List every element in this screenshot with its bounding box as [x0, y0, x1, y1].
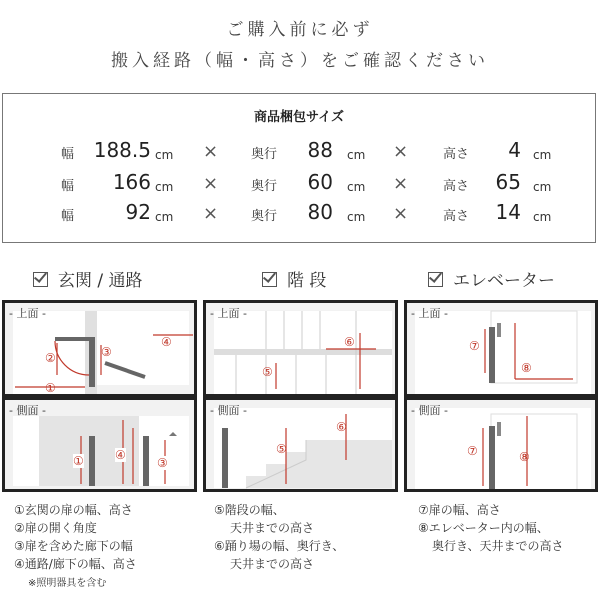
checkbox-icon: [262, 272, 277, 287]
width-label: 幅: [61, 147, 75, 162]
note-line: ⑦扉の幅、高さ: [418, 503, 501, 517]
size-row: [3, 198, 595, 224]
height-label: 高さ: [443, 209, 470, 224]
stairs-side-diagram: [203, 397, 398, 492]
route-label: エレベーター: [453, 271, 555, 291]
size-row: [3, 136, 595, 162]
marker-7: ⑦: [467, 444, 478, 458]
depth-value: 60: [307, 170, 333, 194]
checkbox-icon: [33, 272, 48, 287]
height-label: 高さ: [443, 179, 470, 194]
unit-label: cm: [533, 180, 552, 194]
package-size-box: [2, 93, 596, 243]
elevator-top-diagram: [404, 300, 598, 397]
checkbox-icon: [428, 272, 443, 287]
note-line: ①玄関の扉の幅、高さ: [14, 503, 133, 517]
marker-3: ③: [157, 456, 168, 470]
marker-3: ③: [101, 345, 112, 359]
note-line: 奥行き、天井までの高さ: [432, 539, 564, 553]
height-value: 14: [495, 200, 521, 224]
times-icon: ×: [203, 173, 219, 194]
marker-2: ②: [45, 351, 56, 365]
note-line: 天井までの高さ: [230, 557, 315, 571]
header-line-1: ご購入前に必ず: [226, 20, 374, 40]
unit-label: cm: [347, 210, 366, 224]
height-label: 高さ: [443, 147, 470, 162]
unit-label: cm: [533, 148, 552, 162]
entrance-side-diagram: [2, 397, 197, 492]
package-size-title: 商品梱包サイズ: [254, 110, 344, 125]
unit-label: cm: [155, 180, 174, 194]
route-check-elevator: [428, 266, 555, 291]
header-line-2: 搬入経路（幅・高さ）をご確認ください: [111, 51, 489, 71]
note-line: 天井までの高さ: [230, 521, 315, 535]
route-check-stairs: [262, 266, 326, 291]
note-line: ⑧エレベーター内の幅、: [418, 521, 549, 535]
panel-top-label: - 上面 -: [210, 307, 247, 320]
unit-label: cm: [155, 148, 174, 162]
unit-label: cm: [533, 210, 552, 224]
stairs-top-diagram: [203, 300, 398, 397]
times-icon: ×: [393, 203, 409, 224]
note-line: ②扉の開く角度: [14, 521, 97, 535]
note-line: ⑥踊り場の幅、奥行き、: [214, 539, 345, 553]
unit-label: cm: [155, 210, 174, 224]
marker-1: ①: [73, 454, 84, 468]
marker-6: ⑥: [344, 335, 355, 349]
marker-6: ⑥: [336, 420, 347, 434]
times-icon: ×: [203, 203, 219, 224]
marker-1: ①: [45, 381, 56, 395]
route-label: 玄関 / 通路: [58, 271, 143, 291]
times-icon: ×: [203, 141, 219, 162]
depth-value: 80: [307, 200, 333, 224]
width-value: 92: [125, 200, 151, 224]
panel-side-label: - 側面 -: [411, 404, 448, 417]
marker-4: ④: [161, 335, 172, 349]
elevator-side-diagram: [404, 397, 598, 492]
depth-label: 奥行: [251, 147, 278, 162]
panel-top-label: - 上面 -: [411, 307, 448, 320]
panel-side-label: - 側面 -: [9, 404, 46, 417]
width-value: 166: [112, 170, 151, 194]
marker-8: ⑧: [521, 361, 532, 375]
note-small: ※照明器具を含む: [28, 578, 107, 589]
marker-5: ⑤: [262, 365, 273, 379]
size-row: [3, 168, 595, 194]
marker-4: ④: [115, 448, 126, 462]
route-check-entrance: [33, 266, 143, 291]
times-icon: ×: [393, 141, 409, 162]
unit-label: cm: [347, 180, 366, 194]
depth-label: 奥行: [251, 179, 278, 194]
width-label: 幅: [61, 209, 75, 224]
route-label: 階 段: [287, 271, 327, 291]
width-value: 188.5: [93, 138, 151, 162]
note-line: ⑤階段の幅、: [214, 503, 285, 517]
note-line: ④通路/廊下の幅、高さ: [14, 557, 137, 571]
marker-5: ⑤: [276, 442, 287, 456]
height-value: 65: [495, 170, 521, 194]
unit-label: cm: [347, 148, 366, 162]
note-line: ③扉を含めた廊下の幅: [14, 539, 133, 553]
depth-value: 88: [307, 138, 333, 162]
entrance-top-diagram: [2, 300, 197, 397]
height-value: 4: [508, 138, 521, 162]
panel-top-label: - 上面 -: [9, 307, 46, 320]
panel-side-label: - 側面 -: [210, 404, 247, 417]
marker-7: ⑦: [469, 339, 480, 353]
times-icon: ×: [393, 173, 409, 194]
depth-label: 奥行: [251, 209, 278, 224]
width-label: 幅: [61, 179, 75, 194]
marker-8: ⑧: [519, 450, 530, 464]
